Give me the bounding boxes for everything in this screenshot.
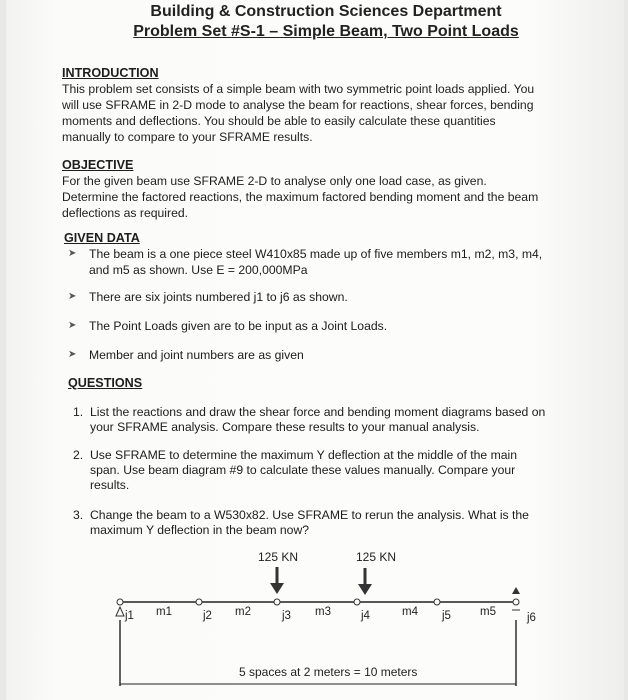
given-bullet-text: Member and joint numbers are as given [89,348,304,362]
dimension-label: 5 spaces at 2 meters = 10 meters [239,665,418,679]
given-bullet-text: The Point Loads given are to be input as a Joint Loads. [89,319,388,333]
question-text: maximum Y deflection in the beam now? [90,523,310,537]
member-label: m1 [156,606,172,618]
objective-line: For the given beam use SFRAME 2-D to analyse only one load case, as given. [62,174,487,188]
pin-support-j1 [116,607,124,616]
joint-label: j2 [203,610,212,622]
question-text: span. Use beam diagram #9 to calculate these values manually. Compare your [90,463,516,477]
objective-heading: OBJECTIVE [62,158,134,172]
intro-line: moments and deflections. You should be able to easily calculate these quantities [62,114,496,128]
load-label-1: 125 KN [258,550,299,564]
question-text: List the reactions and draw the shear force and bending moment diagrams based on [90,405,546,419]
joint-node-j6 [513,599,519,605]
intro-line: manually to compare to your SFRAME results. [62,130,313,144]
questions-heading: QUESTIONS [68,376,143,390]
bullet-arrow-icon: ➤ [68,320,77,331]
joint-label: j5 [442,610,451,622]
member-label: m3 [315,606,331,618]
question-text: your SFRAME analysis. Compare these results to your manual analysis. [90,420,480,434]
bullet-arrow-icon: ➤ [68,291,77,302]
question-number: 1. [73,405,84,419]
introduction-heading: INTRODUCTION [62,66,159,80]
beam-diagram [6,0,624,700]
joint-label: j6 [527,612,536,624]
roller-support-arrow-icon [512,587,520,594]
member-label: m4 [402,606,418,618]
question-number: 2. [73,448,84,462]
joint-node-j4 [354,599,360,605]
given-data-heading: GIVEN DATA [64,231,140,245]
intro-line: will use SFRAME in 2-D mode to analyse the beam for reactions, shear forces, bending [62,98,534,112]
load-arrowhead-2 [358,584,372,595]
joint-label: j4 [361,610,370,622]
document-page [6,0,624,700]
given-bullet-text: There are six joints numbered j1 to j6 as shown. [89,290,348,304]
member-label: m5 [480,606,496,618]
intro-line: This problem set consists of a simple beam with two symmetric point loads applied. You [62,82,535,96]
joint-node-j3 [274,599,280,605]
joint-node-j1 [117,599,123,605]
load-arrowhead-1 [270,583,284,594]
department-title: Building & Construction Sciences Department [150,3,502,20]
joint-label: j1 [125,610,134,622]
objective-line: deflections as required. [62,206,189,220]
problem-set-title: Problem Set #S-1 – Simple Beam, Two Point Loads [133,23,519,40]
member-label: m2 [235,606,251,618]
question-text: results. [90,478,130,492]
question-text: Use SFRAME to determine the maximum Y deflection at the middle of the main [90,448,517,462]
question-number: 3. [73,508,84,522]
joint-label: j3 [282,610,291,622]
objective-line: Determine the factored reactions, the maximum factored bending moment and the beam [62,190,539,204]
given-bullet-text: and m5 as shown. Use E = 200,000MPa [89,263,308,277]
question-text: Change the beam to a W530x82. Use SFRAME to rerun the analysis. What is the [90,508,529,522]
bullet-arrow-icon: ➤ [68,248,77,259]
joint-node-j5 [434,599,440,605]
load-label-2: 125 KN [356,550,397,564]
given-bullet-text: The beam is a one piece steel W410x85 made up of five members m1, m2, m3, m4, [89,247,543,261]
joint-node-j2 [196,599,202,605]
bullet-arrow-icon: ➤ [68,349,77,360]
